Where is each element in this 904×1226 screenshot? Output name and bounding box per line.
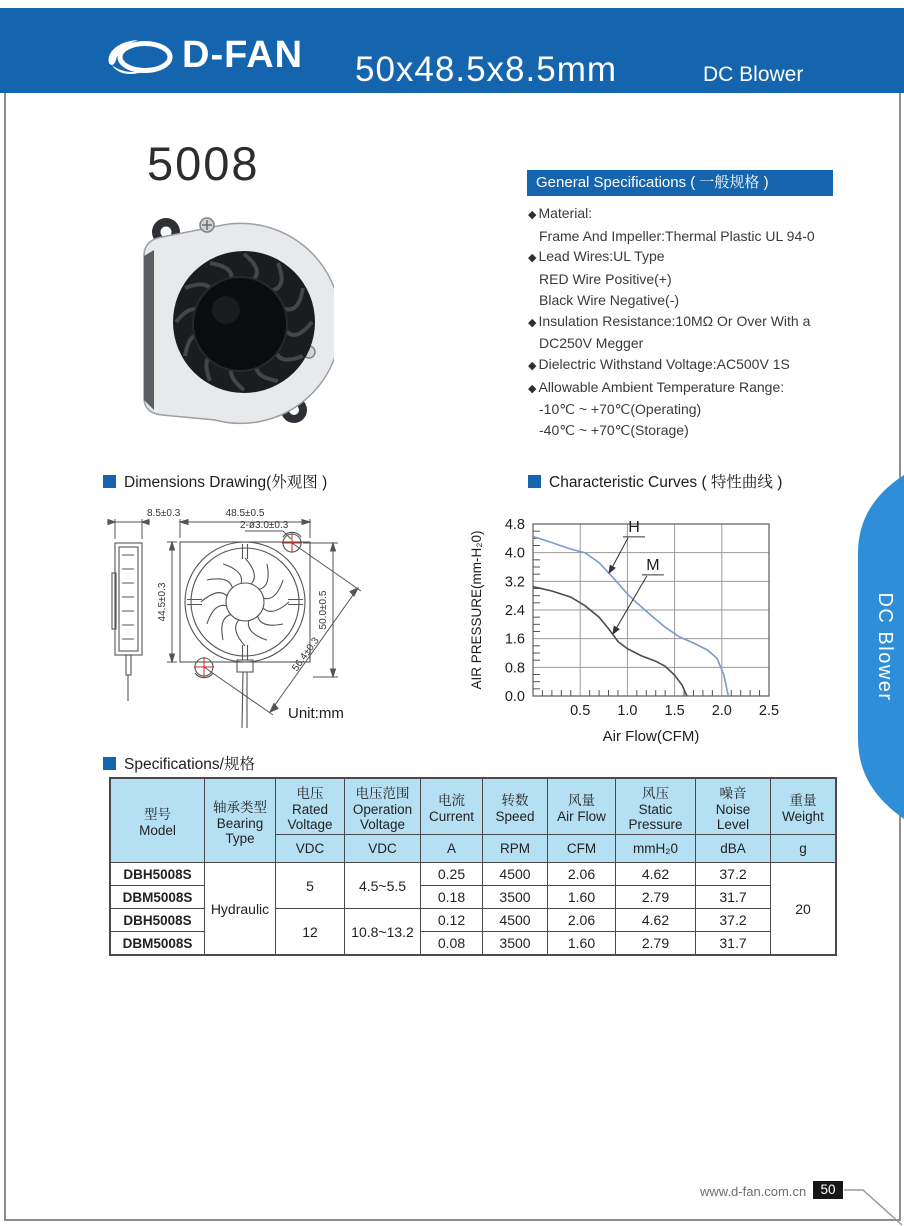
table-cell: 31.7	[696, 932, 771, 955]
specifications-table	[110, 778, 836, 955]
table-row	[111, 863, 836, 886]
table-cell: 37.2	[696, 909, 771, 932]
page-number-badge: 50	[813, 1181, 843, 1199]
section-marker-icon	[103, 757, 116, 770]
column-header: 风量 Air Flow	[548, 779, 616, 835]
svg-text:2.4: 2.4	[504, 603, 525, 619]
section-marker-icon	[103, 475, 116, 488]
svg-text:0.5: 0.5	[570, 703, 591, 719]
y-axis-title: AIR PRESSURE(mm-H₂0)	[469, 530, 484, 690]
table-cell: 12	[276, 909, 345, 955]
characteristic-curves-chart	[467, 497, 797, 759]
spec-list-item: RED Wire Positive(+)	[539, 271, 672, 288]
header-bar	[0, 8, 904, 93]
svg-text:3.2: 3.2	[504, 574, 525, 591]
unit-header: VDC	[276, 835, 345, 863]
unit-header: dBA	[696, 835, 771, 863]
table-cell: 0.18	[421, 886, 483, 909]
svg-text:0.8: 0.8	[504, 660, 525, 677]
svg-text:H: H	[628, 518, 640, 536]
unit-header: mmH₂0	[616, 835, 696, 863]
d-fan-logo-icon	[106, 36, 176, 78]
fan-photo	[122, 200, 334, 438]
general-specs-list	[528, 203, 838, 441]
unit-header: g	[771, 835, 836, 863]
column-header: 重量 Weight	[771, 779, 836, 835]
diamond-bullet-icon: ◆	[528, 382, 537, 395]
table-cell: 0.08	[421, 932, 483, 955]
spec-list-item: ◆ Insulation Resistance:10MΩ Or Over With a	[528, 312, 811, 329]
spec-list-item: -40℃ ~ +70℃(Storage)	[539, 422, 689, 439]
model-number: 5008	[147, 137, 260, 190]
svg-text:44.5±0.3: 44.5±0.3	[157, 582, 168, 622]
table-cell: 2.06	[548, 909, 616, 932]
svg-text:48.5±0.5: 48.5±0.5	[225, 508, 265, 519]
brand-name: D-FAN	[182, 34, 304, 76]
general-specs-title: General Specifications ( 一般规格 )	[527, 170, 833, 196]
svg-text:4.8: 4.8	[504, 517, 525, 533]
column-header: 电流 Current	[421, 779, 483, 835]
unit-header: A	[421, 835, 483, 863]
svg-text:1.6: 1.6	[504, 631, 525, 648]
curves-section-title: Characteristic Curves ( 特性曲线 )	[528, 470, 782, 492]
table-cell: 1.60	[548, 932, 616, 955]
table-cell: 20	[771, 863, 836, 955]
svg-text:M: M	[646, 556, 660, 574]
svg-text:4.0: 4.0	[504, 545, 525, 562]
tab-label: DC Blower	[874, 592, 896, 702]
diamond-bullet-icon: ◆	[528, 359, 537, 372]
x-axis-title: Air Flow(CFM)	[602, 728, 700, 745]
table-cell: Hydraulic	[205, 863, 276, 955]
svg-text:1.5: 1.5	[664, 703, 685, 719]
spec-list-item: Frame And Impeller:Thermal Plastic UL 94-0	[539, 227, 815, 244]
dimensions-drawing	[95, 495, 470, 750]
spec-list-item: ◆ Lead Wires:UL Type	[528, 248, 665, 265]
spec-section-title: Specifications/规格	[103, 752, 255, 774]
diamond-bullet-icon: ◆	[528, 316, 537, 329]
spec-list-item: ◆ Dielectric Withstand Voltage:AC500V 1S	[528, 355, 790, 372]
table-cell: 2.79	[616, 886, 696, 909]
unit-label: Unit:mm	[288, 705, 344, 722]
table-cell: 4.5~5.5	[345, 863, 421, 909]
dimensions-section-title: Dimensions Drawing(外观图 )	[103, 470, 327, 492]
section-marker-icon	[528, 475, 541, 488]
model-cell: DBM5008S	[111, 932, 205, 955]
table-cell: 5	[276, 863, 345, 909]
spec-list-item: DC250V Megger	[539, 335, 644, 352]
unit-header: CFM	[548, 835, 616, 863]
spec-list-item: ◆ Allowable Ambient Temperature Range:	[528, 378, 785, 395]
column-header: 轴承类型 Bearing Type	[205, 779, 276, 863]
table-cell: 2.79	[616, 932, 696, 955]
svg-text:2.0: 2.0	[711, 703, 732, 719]
spec-list-item: -10℃ ~ +70℃(Operating)	[539, 401, 702, 418]
spec-list-item: Black Wire Negative(-)	[539, 291, 680, 308]
column-header: 电压范围 Operation Voltage	[345, 779, 421, 835]
table-cell: 3500	[483, 932, 548, 955]
table-cell: 3500	[483, 886, 548, 909]
website-link[interactable]: www.d-fan.com.cn	[700, 1184, 807, 1199]
page-title: 50x48.5x8.5mm	[355, 50, 618, 89]
column-header: 风压 Static Pressure	[616, 779, 696, 835]
svg-text:2-ø3.0±0.3: 2-ø3.0±0.3	[240, 520, 289, 531]
model-cell: DBM5008S	[111, 886, 205, 909]
column-header: 电压 Rated Voltage	[276, 779, 345, 835]
spec-list-item: ◆ Material:	[528, 205, 593, 221]
svg-text:50.0±0.5: 50.0±0.5	[318, 590, 329, 630]
diamond-bullet-icon: ◆	[528, 252, 537, 265]
svg-text:1.0: 1.0	[617, 703, 638, 719]
model-cell: DBH5008S	[111, 863, 205, 886]
model-cell: DBH5008S	[111, 909, 205, 932]
product-type-label: DC Blower	[703, 63, 804, 86]
table-cell: 37.2	[696, 863, 771, 886]
table-cell: 4.62	[616, 863, 696, 886]
tab-dc-blower	[846, 473, 904, 823]
column-header: 转数 Speed	[483, 779, 548, 835]
curve-M	[533, 587, 687, 696]
table-cell: 10.8~13.2	[345, 909, 421, 955]
table-cell: 31.7	[696, 886, 771, 909]
table-cell: 4.62	[616, 909, 696, 932]
table-cell: 4500	[483, 909, 548, 932]
table-cell: 0.12	[421, 909, 483, 932]
diamond-bullet-icon: ◆	[528, 209, 537, 221]
svg-text:56.4±0.3: 56.4±0.3	[290, 635, 322, 674]
table-cell: 1.60	[548, 886, 616, 909]
table-cell: 2.06	[548, 863, 616, 886]
svg-text:0.0: 0.0	[504, 689, 525, 705]
curve-H	[533, 537, 728, 697]
column-header: 型号 Model	[111, 779, 205, 863]
unit-header: RPM	[483, 835, 548, 863]
unit-header: VDC	[345, 835, 421, 863]
table-cell: 0.25	[421, 863, 483, 886]
svg-text:2.5: 2.5	[758, 703, 780, 719]
table-cell: 4500	[483, 863, 548, 886]
svg-text:8.5±0.3: 8.5±0.3	[147, 508, 181, 519]
column-header: 噪音 Noise Level	[696, 779, 771, 835]
footer-corner-lines	[843, 1182, 904, 1226]
